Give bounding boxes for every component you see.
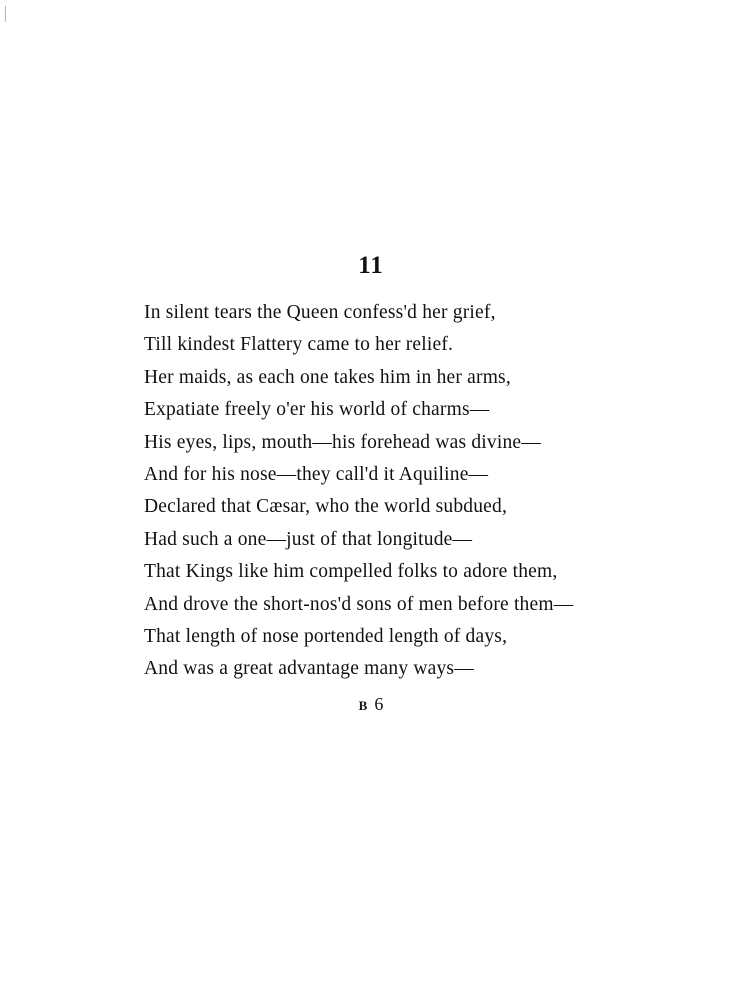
poem-line: And drove the short-nos'd sons of men before them— [144, 593, 574, 615]
poem-line: And for his nose—they call'd it Aquiline— [144, 463, 489, 485]
poem-line: And was a great advantage many ways— [144, 658, 474, 680]
poem-line: Had such a one—just of that longitude— [144, 528, 473, 550]
poem-line: Expatiate freely o'er his world of charms— [144, 399, 490, 421]
poem-line: Till kindest Flattery came to her relief. [144, 334, 454, 356]
signature-letter: B [358, 698, 369, 713]
poem-line: His eyes, lips, mouth—his forehead was divine— [144, 431, 541, 453]
poem-line: Her maids, as each one takes him in her arms, [144, 366, 511, 388]
poem-line: That length of nose portended length of days, [144, 625, 508, 647]
signature-mark [0, 694, 742, 715]
poem-line: That Kings like him compelled folks to adore them, [144, 561, 558, 583]
poem-line: In silent tears the Queen confess'd her grief, [144, 302, 496, 323]
poem-line: Declared that Cæsar, who the world subdued, [144, 496, 508, 518]
signature-number: 6 [374, 694, 384, 714]
poem-text [144, 297, 624, 686]
page-number: 11 [358, 252, 384, 279]
page-edge-mark [5, 6, 6, 22]
